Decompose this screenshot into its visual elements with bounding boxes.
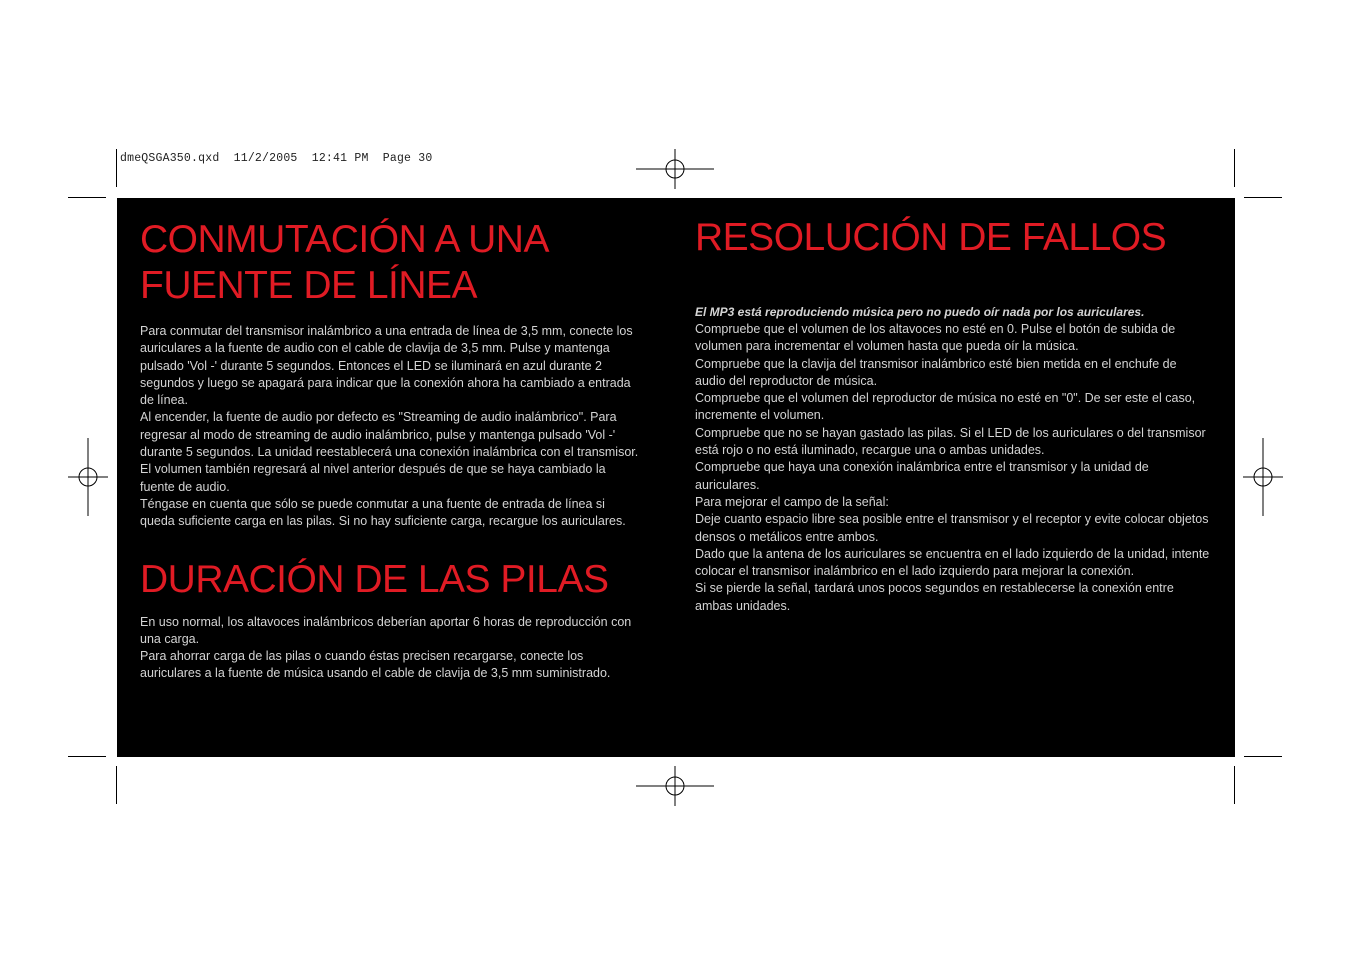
troubleshooting-question: El MP3 está reproduciendo música pero no puedo oír nada por los auriculares. xyxy=(695,305,1145,319)
line-input-heading: CONMUTACIÓN A UNA FUENTE DE LÍNEA xyxy=(140,218,547,307)
crop-mark xyxy=(68,756,106,757)
battery-life-heading: DURACIÓN DE LAS PILAS xyxy=(140,557,609,601)
registration-mark-icon xyxy=(1243,438,1283,516)
crop-mark xyxy=(116,766,117,804)
crop-mark xyxy=(1244,197,1282,198)
paragraph: Para conmutar del transmisor inalámbrico a una entrada de línea de 3,5 mm, conecte los auriculares a la fuente de audio con el cable de clavija de 3,5 mm. Pulse y mantenga pulsado 'Vol -' durante 5 segundos. Entonces el LED se iluminará en azul durante 2 segundos y luego se apagará para indicar que la conexión ahora ha cambiado a entrada de línea. xyxy=(140,324,633,408)
paragraph: Si se pierde la señal, tardará unos pocos segundos en restablecerse la conexión entre ambas unidades. xyxy=(695,581,1174,613)
crop-mark xyxy=(1244,756,1282,757)
paragraph: Compruebe que no se hayan gastado las pilas. Si el LED de los auriculares o del transmisor está rojo o no está iluminado, recargue una o ambas unidades. xyxy=(695,425,1206,458)
left-column xyxy=(140,198,640,683)
troubleshooting-text xyxy=(695,321,1210,615)
paragraph: Compruebe que la clavija del transmisor inalámbrico esté bien metida en el enchufe de audio del reproductor de música. xyxy=(695,356,1177,388)
paragraph: En uso normal, los altavoces inalámbricos deberían aportar 6 horas de reproducción con una carga. xyxy=(140,614,632,646)
paragraph: Compruebe que haya una conexión inalámbrica entre el transmisor y la unidad de auriculares. xyxy=(695,460,1149,492)
manual-page xyxy=(117,198,1235,757)
paragraph: Téngase en cuenta que sólo se puede conmutar a una fuente de entrada de línea si queda suficiente carga en las pilas. Si no hay suficiente carga, recargue los auriculares. xyxy=(140,496,626,529)
registration-mark-icon xyxy=(636,149,714,189)
paragraph: Al encender, la fuente de audio por defecto es "Streaming de audio inalámbrico". Para regresar al modo de streaming de audio inalámbrico, pulse y mantenga pulsado 'Vol -' durante 5 segundos. La unidad reestablecerá una conexión inalámbrica con el transmisor. El volumen también regresará al nivel anterior después de que se haya cambiado la fuente de audio. xyxy=(140,410,639,494)
crop-mark xyxy=(116,149,117,187)
print-slug: dmeQSGA350.qxd 11/2/2005 12:41 PM Page 30 xyxy=(120,152,433,165)
battery-life-text xyxy=(140,614,640,683)
paragraph: Compruebe que el volumen del reproductor de música no esté en "0". De ser este el caso, incremente el volumen. xyxy=(695,391,1196,423)
paragraph: Deje cuanto espacio libre sea posible entre el transmisor y el receptor y evite colocar objetos densos o metálicos entre ambos. xyxy=(695,512,1209,544)
registration-mark-icon xyxy=(636,766,714,806)
crop-mark xyxy=(1234,149,1235,187)
paragraph: Compruebe que el volumen de los altavoces no esté en 0. Pulse el botón de subida de volumen para incrementar el volumen hasta que pueda oír la música. xyxy=(695,322,1176,354)
registration-mark-icon xyxy=(68,438,108,516)
right-column xyxy=(695,198,1210,615)
paragraph: Para mejorar el campo de la señal: xyxy=(695,494,889,509)
line-input-text xyxy=(140,323,640,531)
crop-mark xyxy=(68,197,106,198)
paragraph: Dado que la antena de los auriculares se encuentra en el lado izquierdo de la unidad, intente colocar el transmisor inalámbrico en el lado izquierdo para mejorar la conexión. xyxy=(695,546,1210,579)
paragraph: Para ahorrar carga de las pilas o cuando éstas precisen recargarse, conecte los auriculares a la fuente de música usando el cable de clavija de 3,5 mm suministrado. xyxy=(140,649,611,681)
crop-mark xyxy=(1234,766,1235,804)
troubleshooting-heading: RESOLUCIÓN DE FALLOS xyxy=(695,216,1167,259)
